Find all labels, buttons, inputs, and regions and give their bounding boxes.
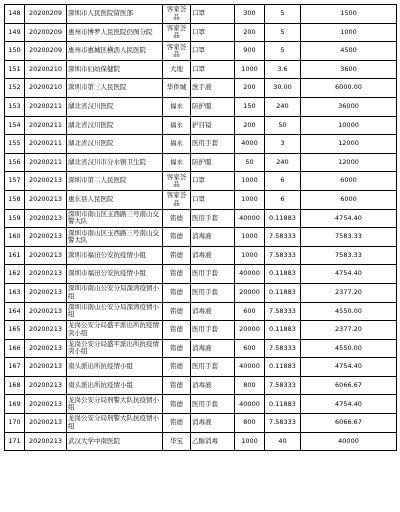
- row-date: 20200211: [25, 97, 67, 116]
- table-row: [5, 209, 397, 228]
- row-item: 消毒液: [191, 339, 235, 358]
- row-quantity: 40000: [235, 209, 265, 228]
- table-row: [5, 153, 397, 172]
- row-unit-price: 7.58333: [265, 302, 301, 321]
- row-date: 20200213: [25, 190, 67, 209]
- table-body: [5, 5, 397, 451]
- row-recipient: 龙岗公安分局刑警大队抗疫情小组: [67, 414, 163, 433]
- row-date: 20200213: [25, 302, 67, 321]
- row-item: 医用手套: [191, 283, 235, 302]
- table-row: [5, 135, 397, 154]
- row-quantity: 50: [235, 153, 265, 172]
- row-date: 20200213: [25, 358, 67, 377]
- row-unit-price: 40: [265, 432, 301, 451]
- row-recipient: 惠州市博罗人民医院仍图分院: [67, 23, 163, 42]
- row-quantity: 600: [235, 302, 265, 321]
- row-date: 20200213: [25, 172, 67, 191]
- row-total: 2377.20: [301, 321, 397, 340]
- table-row: [5, 358, 397, 377]
- row-total: 6066.67: [301, 376, 397, 395]
- row-recipient: 南头派出所抗疫情小组: [67, 358, 163, 377]
- row-recipient: 武汉大学中南医院: [67, 432, 163, 451]
- row-recipient: 惠东县人民医院: [67, 190, 163, 209]
- row-number: 155: [5, 135, 25, 154]
- row-unit-price: 0.11883: [265, 358, 301, 377]
- row-total: 6066.67: [301, 414, 397, 433]
- row-number: 167: [5, 358, 25, 377]
- row-date: 20200211: [25, 153, 67, 172]
- row-date: 20200213: [25, 228, 67, 247]
- row-quantity: 40000: [235, 358, 265, 377]
- row-unit-price: 6: [265, 172, 301, 191]
- row-donor: 铭德: [163, 376, 191, 395]
- row-recipient: 湖北省汉川医院: [67, 97, 163, 116]
- row-quantity: 900: [235, 42, 265, 61]
- row-number: 159: [5, 209, 25, 228]
- row-total: 1500: [301, 5, 397, 24]
- table-row: [5, 79, 397, 98]
- row-quantity: 40000: [235, 395, 265, 414]
- row-item: 口罩: [191, 190, 235, 209]
- row-total: 10000: [301, 116, 397, 135]
- table-row: [5, 302, 397, 321]
- row-quantity: 1000: [235, 60, 265, 79]
- row-quantity: 1000: [235, 228, 265, 247]
- row-item: 消毒液: [191, 414, 235, 433]
- row-unit-price: 7.58333: [265, 376, 301, 395]
- table-row: [5, 190, 397, 209]
- row-recipient: 湖北省汉川医院: [67, 135, 163, 154]
- row-quantity: 4000: [235, 135, 265, 154]
- row-item: 医用手套: [191, 395, 235, 414]
- row-donor: 铭德: [163, 321, 191, 340]
- table-row: [5, 172, 397, 191]
- row-item: 防护服: [191, 153, 235, 172]
- row-date: 20200209: [25, 42, 67, 61]
- row-unit-price: 7.58333: [265, 246, 301, 265]
- row-total: 12000: [301, 153, 397, 172]
- row-donor: 铭德: [163, 209, 191, 228]
- row-donor: 华宝: [163, 432, 191, 451]
- row-unit-price: 6: [265, 190, 301, 209]
- row-item: 防护服: [191, 97, 235, 116]
- row-donor: 大地: [163, 60, 191, 79]
- row-number: 161: [5, 246, 25, 265]
- row-unit-price: 50: [265, 116, 301, 135]
- table-row: [5, 246, 397, 265]
- table-row: [5, 265, 397, 284]
- row-number: 158: [5, 190, 25, 209]
- row-date: 20200213: [25, 265, 67, 284]
- row-total: 12000: [301, 135, 397, 154]
- row-number: 163: [5, 283, 25, 302]
- row-quantity: 1000: [235, 190, 265, 209]
- row-donor: 客家荟品: [163, 5, 191, 24]
- row-item: 医用手套: [191, 358, 235, 377]
- row-date: 20200209: [25, 23, 67, 42]
- row-total: 4754.40: [301, 395, 397, 414]
- row-recipient: 龙岗公安分局盛平派出所抗疫情突小组: [67, 339, 163, 358]
- row-number: 149: [5, 23, 25, 42]
- row-unit-price: 7.58333: [265, 339, 301, 358]
- row-quantity: 1000: [235, 432, 265, 451]
- row-item: 乙醇消毒: [191, 432, 235, 451]
- row-number: 166: [5, 339, 25, 358]
- row-donor: 铭德: [163, 228, 191, 247]
- table-row: [5, 376, 397, 395]
- row-unit-price: 0.11883: [265, 395, 301, 414]
- row-item: 口罩: [191, 42, 235, 61]
- row-total: 7583.33: [301, 246, 397, 265]
- table-row: [5, 432, 397, 451]
- row-quantity: 1000: [235, 246, 265, 265]
- table-row: [5, 321, 397, 340]
- row-number: 151: [5, 60, 25, 79]
- row-quantity: 150: [235, 97, 265, 116]
- row-unit-price: 30.00: [265, 79, 301, 98]
- row-total: 7583.33: [301, 228, 397, 247]
- row-donor: 铭德: [163, 358, 191, 377]
- row-date: 20200209: [25, 5, 67, 24]
- row-date: 20200210: [25, 60, 67, 79]
- row-unit-price: 7.58333: [265, 414, 301, 433]
- row-item: 口罩: [191, 5, 235, 24]
- row-donor: 客家荟品: [163, 42, 191, 61]
- row-date: 20200213: [25, 246, 67, 265]
- row-unit-price: 0.11883: [265, 209, 301, 228]
- row-recipient: 深圳市妇幼保健院: [67, 60, 163, 79]
- table-row: [5, 414, 397, 433]
- table-row: [5, 23, 397, 42]
- row-recipient: 深圳市第三人民医院: [67, 79, 163, 98]
- table-row: [5, 5, 397, 24]
- row-recipient: 深圳市福田公安抗疫情小组: [67, 265, 163, 284]
- row-item: 消毒液: [191, 246, 235, 265]
- row-donor: 铭德: [163, 246, 191, 265]
- row-quantity: 40000: [235, 265, 265, 284]
- row-number: 164: [5, 302, 25, 321]
- row-date: 20200211: [25, 116, 67, 135]
- row-donor: 铭德: [163, 302, 191, 321]
- row-total: 4754.40: [301, 358, 397, 377]
- row-quantity: 20000: [235, 283, 265, 302]
- row-date: 20200213: [25, 414, 67, 433]
- row-total: 4754.40: [301, 265, 397, 284]
- row-recipient: 深圳市福田公安抗疫情小组: [67, 246, 163, 265]
- row-donor: 福永: [163, 153, 191, 172]
- row-donor: 客家荟品: [163, 190, 191, 209]
- table-row: [5, 97, 397, 116]
- row-unit-price: 0.11883: [265, 265, 301, 284]
- row-donor: 铭德: [163, 414, 191, 433]
- row-number: 162: [5, 265, 25, 284]
- row-number: 160: [5, 228, 25, 247]
- row-donor: 福永: [163, 135, 191, 154]
- row-number: 153: [5, 97, 25, 116]
- row-recipient: 惠州市惠城区横沥人民医院: [67, 42, 163, 61]
- row-recipient: 深圳市人民医院留医部: [67, 5, 163, 24]
- table-row: [5, 283, 397, 302]
- row-number: 150: [5, 42, 25, 61]
- row-unit-price: 0.11883: [265, 283, 301, 302]
- row-unit-price: 7.58333: [265, 228, 301, 247]
- row-number: 156: [5, 153, 25, 172]
- row-recipient: 龙岗公安分局刑警大队抗疫情小组: [67, 395, 163, 414]
- row-number: 152: [5, 79, 25, 98]
- row-donor: 客家荟品: [163, 23, 191, 42]
- row-total: 4500: [301, 42, 397, 61]
- row-total: 4550.00: [301, 339, 397, 358]
- row-recipient: 深圳市南山区玉西路三号南山交警大队: [67, 209, 163, 228]
- row-total: 36000: [301, 97, 397, 116]
- row-recipient: 深圳市南山公安分局深湾疫情小组: [67, 302, 163, 321]
- table-row: [5, 42, 397, 61]
- table-row: [5, 395, 397, 414]
- row-item: 消毒液: [191, 376, 235, 395]
- row-recipient: 南头派出所抗疫情小组: [67, 376, 163, 395]
- row-item: 医用手套: [191, 265, 235, 284]
- row-date: 20200211: [25, 135, 67, 154]
- row-date: 20200213: [25, 209, 67, 228]
- row-item: 医用手套: [191, 321, 235, 340]
- row-unit-price: 240: [265, 153, 301, 172]
- row-number: 170: [5, 414, 25, 433]
- row-date: 20200213: [25, 432, 67, 451]
- row-quantity: 800: [235, 376, 265, 395]
- row-date: 20200213: [25, 376, 67, 395]
- row-recipient: 湖北省汉川医院: [67, 116, 163, 135]
- row-unit-price: 240: [265, 97, 301, 116]
- row-number: 171: [5, 432, 25, 451]
- donation-table: [4, 4, 397, 451]
- table-row: [5, 339, 397, 358]
- row-date: 20200210: [25, 79, 67, 98]
- row-date: 20200213: [25, 395, 67, 414]
- row-quantity: 300: [235, 5, 265, 24]
- row-quantity: 200: [235, 23, 265, 42]
- row-item: 医用手套: [191, 209, 235, 228]
- row-number: 148: [5, 5, 25, 24]
- row-recipient: 深圳市南山公安分局深湾疫情小组: [67, 283, 163, 302]
- row-total: 6000.00: [301, 79, 397, 98]
- table-row: [5, 116, 397, 135]
- row-quantity: 200: [235, 116, 265, 135]
- row-total: 2377.20: [301, 283, 397, 302]
- row-unit-price: 5: [265, 42, 301, 61]
- row-recipient: 湖北省汉川市分水镇卫生院: [67, 153, 163, 172]
- row-unit-price: 5: [265, 23, 301, 42]
- row-donor: 福永: [163, 116, 191, 135]
- row-unit-price: 3: [265, 135, 301, 154]
- row-unit-price: 3.6: [265, 60, 301, 79]
- row-unit-price: 5: [265, 5, 301, 24]
- row-number: 169: [5, 395, 25, 414]
- row-item: 消毒液: [191, 228, 235, 247]
- row-donor: 福永: [163, 97, 191, 116]
- row-date: 20200213: [25, 339, 67, 358]
- row-donor: 铭德: [163, 283, 191, 302]
- row-recipient: 深圳市第二人民医院: [67, 172, 163, 191]
- row-number: 154: [5, 116, 25, 135]
- row-date: 20200213: [25, 321, 67, 340]
- row-quantity: 20000: [235, 321, 265, 340]
- row-date: 20200213: [25, 283, 67, 302]
- row-donor: 客家荟品: [163, 172, 191, 191]
- row-recipient: 深圳市南山区玉西路三号南山交警大队: [67, 228, 163, 247]
- row-total: 6000: [301, 190, 397, 209]
- row-total: 1000: [301, 23, 397, 42]
- row-item: 医用手套: [191, 135, 235, 154]
- row-donor: 铭德: [163, 339, 191, 358]
- row-quantity: 800: [235, 414, 265, 433]
- row-total: 40000: [301, 432, 397, 451]
- row-recipient: 龙岗公安分局盛平派出所抗疫情突小组: [67, 321, 163, 340]
- row-donor: 铭德: [163, 265, 191, 284]
- row-item: 口罩: [191, 60, 235, 79]
- row-item: 护目镜: [191, 116, 235, 135]
- row-quantity: 200: [235, 79, 265, 98]
- row-unit-price: 0.11883: [265, 321, 301, 340]
- row-number: 157: [5, 172, 25, 191]
- row-item: 洗手液: [191, 79, 235, 98]
- row-quantity: 1000: [235, 172, 265, 191]
- row-total: 4550.00: [301, 302, 397, 321]
- row-item: 消毒液: [191, 302, 235, 321]
- table-row: [5, 228, 397, 247]
- row-total: 4754.40: [301, 209, 397, 228]
- row-item: 口罩: [191, 172, 235, 191]
- table-row: [5, 60, 397, 79]
- row-number: 168: [5, 376, 25, 395]
- row-total: 3600: [301, 60, 397, 79]
- row-donor: 铭德: [163, 395, 191, 414]
- row-number: 165: [5, 321, 25, 340]
- row-donor: 华侨城: [163, 79, 191, 98]
- row-item: 口罩: [191, 23, 235, 42]
- row-quantity: 600: [235, 339, 265, 358]
- row-total: 6000: [301, 172, 397, 191]
